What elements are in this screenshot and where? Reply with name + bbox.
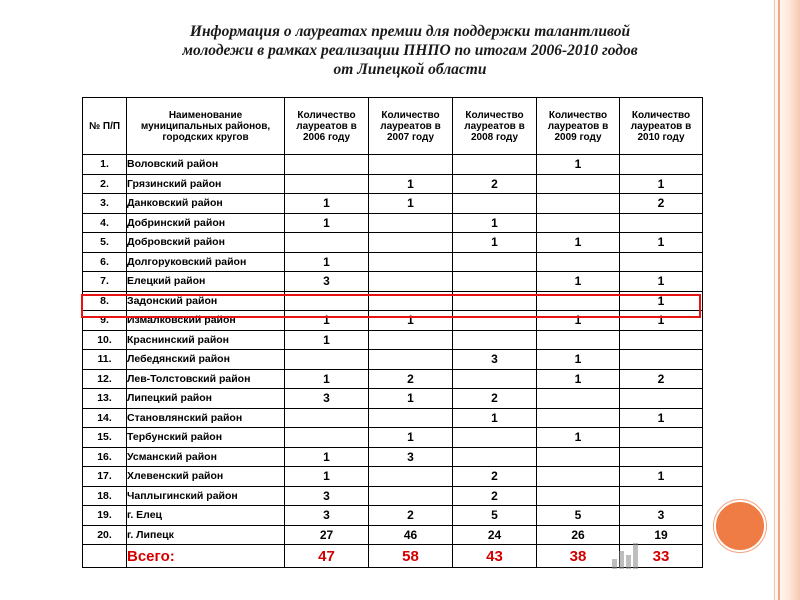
table-row: [83, 408, 703, 428]
laureates-2007: [369, 213, 453, 233]
laureates-2008: 24: [453, 525, 537, 545]
district-name: Усманский район: [127, 447, 285, 467]
decorative-line: [774, 0, 775, 600]
district-name: Добровский район: [127, 233, 285, 253]
laureates-2009: 26: [537, 525, 620, 545]
table-row: [83, 233, 703, 253]
laureates-2008: [453, 252, 537, 272]
laureates-2007: [369, 467, 453, 487]
header-district: Наименование муниципальных районов, городских кругов: [127, 98, 285, 155]
watermark-logo: [610, 540, 640, 570]
table-row: [83, 252, 703, 272]
laureates-2008: 1: [453, 213, 537, 233]
district-name: Лебедянский район: [127, 350, 285, 370]
decorative-line: [778, 0, 780, 600]
laureates-2008: 2: [453, 389, 537, 409]
laureates-2009: [537, 408, 620, 428]
table-row: [83, 174, 703, 194]
table-row: [83, 486, 703, 506]
total-2008: 43: [453, 545, 537, 568]
row-number: 10.: [83, 330, 127, 350]
laureates-2007: [369, 155, 453, 175]
laureates-2007: [369, 252, 453, 272]
laureates-2007: 1: [369, 389, 453, 409]
total-blank-cell: [83, 545, 127, 568]
row-number: 6.: [83, 252, 127, 272]
laureates-2007: 2: [369, 369, 453, 389]
table-row: [83, 428, 703, 448]
table-row: [83, 350, 703, 370]
laureates-2008: [453, 155, 537, 175]
laureates-2008: [453, 369, 537, 389]
laureates-2006: 1: [285, 330, 369, 350]
laureates-2009: 1: [537, 233, 620, 253]
laureates-2009: [537, 447, 620, 467]
laureates-2006: [285, 350, 369, 370]
district-name: Данковский район: [127, 194, 285, 214]
laureates-2008: 1: [453, 408, 537, 428]
laureates-2006: 3: [285, 272, 369, 292]
laureates-2009: 1: [537, 369, 620, 389]
laureates-2009: 1: [537, 428, 620, 448]
laureates-2009: 5: [537, 506, 620, 526]
laureates-2006: 27: [285, 525, 369, 545]
row-number: 4.: [83, 213, 127, 233]
title-line-2: молодежи в рамках реализации ПНПО по итогам 2006-2010 годов: [182, 42, 638, 59]
row-number: 7.: [83, 272, 127, 292]
laureates-2010: [620, 350, 703, 370]
laureates-2007: 3: [369, 447, 453, 467]
laureates-2009: [537, 194, 620, 214]
laureates-2010: [620, 447, 703, 467]
row-number: 2.: [83, 174, 127, 194]
table-row: [83, 272, 703, 292]
highlight-box: [81, 294, 701, 318]
district-name: Чаплыгинский район: [127, 486, 285, 506]
row-number: 11.: [83, 350, 127, 370]
laureates-2009: 1: [537, 350, 620, 370]
table-body: [83, 155, 703, 568]
header-2009: Количество лауреатов в 2009 году: [537, 98, 620, 155]
laureates-2010: [620, 252, 703, 272]
laureates-2009: 1: [537, 272, 620, 292]
laureates-2010: 3: [620, 506, 703, 526]
laureates-2008: 5: [453, 506, 537, 526]
row-number: 5.: [83, 233, 127, 253]
row-number: 18.: [83, 486, 127, 506]
laureates-2010: 1: [620, 467, 703, 487]
laureates-2010: [620, 155, 703, 175]
district-name: Лев-Толстовский район: [127, 369, 285, 389]
laureates-2008: 2: [453, 486, 537, 506]
row-number: 20.: [83, 525, 127, 545]
row-number: 1.: [83, 155, 127, 175]
row-number: 3.: [83, 194, 127, 214]
laureates-2008: [453, 330, 537, 350]
laureates-2006: 1: [285, 369, 369, 389]
row-number: 17.: [83, 467, 127, 487]
table-row: [83, 389, 703, 409]
laureates-2008: [453, 272, 537, 292]
laureates-2006: [285, 428, 369, 448]
total-label: Всего:: [127, 545, 285, 568]
laureates-2008: 3: [453, 350, 537, 370]
laureates-2007: [369, 350, 453, 370]
district-name: Липецкий район: [127, 389, 285, 409]
title-line-1: Информация о лауреатах премии для поддержки талантливой: [189, 23, 631, 40]
laureates-2006: 1: [285, 467, 369, 487]
laureates-2010: 1: [620, 174, 703, 194]
title-line-3: от Липецкой области: [333, 61, 487, 78]
district-name: Грязинский район: [127, 174, 285, 194]
table-row: [83, 447, 703, 467]
laureates-2008: [453, 428, 537, 448]
laureates-2006: 1: [285, 194, 369, 214]
laureates-2006: 3: [285, 486, 369, 506]
table-row: [83, 467, 703, 487]
row-number: 16.: [83, 447, 127, 467]
district-name: Воловский район: [127, 155, 285, 175]
laureates-2009: [537, 467, 620, 487]
header-number: № П/П: [83, 98, 127, 155]
laureates-2010: [620, 486, 703, 506]
row-number: 8.: [83, 291, 127, 311]
table-row: [83, 213, 703, 233]
laureates-2010: [620, 389, 703, 409]
laureates-2006: [285, 408, 369, 428]
laureates-2010: 1: [620, 311, 703, 331]
laureates-2010: 2: [620, 369, 703, 389]
district-name: Добринский район: [127, 213, 285, 233]
laureates-2009: [537, 252, 620, 272]
table-row: [83, 194, 703, 214]
row-number: 14.: [83, 408, 127, 428]
laureates-2006: 3: [285, 506, 369, 526]
laureates-2008: 1: [453, 233, 537, 253]
laureates-2007: 1: [369, 428, 453, 448]
laureates-2009: [537, 486, 620, 506]
bar-chart-icon: [610, 541, 640, 569]
district-name: Тербунский район: [127, 428, 285, 448]
laureates-2007: [369, 272, 453, 292]
district-name: г. Липецк: [127, 525, 285, 545]
district-name: Измалковский район: [127, 311, 285, 331]
laureates-2009: [537, 330, 620, 350]
laureates-2006: 1: [285, 213, 369, 233]
laureates-2009: [537, 213, 620, 233]
header-2007: Количество лауреатов в 2007 году: [369, 98, 453, 155]
table-header-row: [83, 98, 703, 155]
district-name: Долгоруковский район: [127, 252, 285, 272]
laureates-2010: [620, 428, 703, 448]
district-name: Краснинский район: [127, 330, 285, 350]
laureates-2006: [285, 155, 369, 175]
laureates-2007: [369, 486, 453, 506]
laureates-2008: 2: [453, 174, 537, 194]
total-2009: 38: [537, 545, 620, 568]
laureates-2010: 1: [620, 233, 703, 253]
slide-title: [150, 22, 670, 79]
laureates-2007: [369, 408, 453, 428]
laureates-2010: 1: [620, 272, 703, 292]
laureates-2006: [285, 174, 369, 194]
laureates-2006: 1: [285, 311, 369, 331]
laureates-2010: [620, 213, 703, 233]
table-row: [83, 506, 703, 526]
laureates-2007: 2: [369, 506, 453, 526]
laureates-2007: 1: [369, 311, 453, 331]
laureates-2007: [369, 233, 453, 253]
header-2006: Количество лауреатов в 2006 году: [285, 98, 369, 155]
header-2010: Количество лауреатов в 2010 году: [620, 98, 703, 155]
total-2007: 58: [369, 545, 453, 568]
laureates-2007: [369, 330, 453, 350]
decorative-circle: [714, 500, 766, 552]
district-name: Задонский район: [127, 291, 285, 311]
header-2008: Количество лауреатов в 2008 году: [453, 98, 537, 155]
district-name: Хлевенский район: [127, 467, 285, 487]
laureates-2006: [285, 233, 369, 253]
decorative-stripe: [772, 0, 800, 600]
laureates-2010: 1: [620, 291, 703, 311]
district-name: г. Елец: [127, 506, 285, 526]
laureates-2008: [453, 194, 537, 214]
table-row: [83, 369, 703, 389]
laureates-2010: 1: [620, 408, 703, 428]
laureates-2007: 1: [369, 174, 453, 194]
table-row: [83, 155, 703, 175]
total-2006: 47: [285, 545, 369, 568]
row-number: 12.: [83, 369, 127, 389]
row-number: 19.: [83, 506, 127, 526]
laureates-2006: 1: [285, 252, 369, 272]
laureates-2009: [537, 174, 620, 194]
laureates-2007: 46: [369, 525, 453, 545]
laureates-2009: 1: [537, 311, 620, 331]
laureates-2010: 2: [620, 194, 703, 214]
laureates-2006: 1: [285, 447, 369, 467]
laureates-2010: [620, 330, 703, 350]
laureates-table: [82, 97, 703, 568]
laureates-2009: [537, 389, 620, 409]
district-name: Елецкий район: [127, 272, 285, 292]
row-number: 15.: [83, 428, 127, 448]
laureates-2007: 1: [369, 194, 453, 214]
total-2010: 33: [620, 545, 703, 568]
table-row: [83, 330, 703, 350]
laureates-2010: 19: [620, 525, 703, 545]
laureates-2006: 3: [285, 389, 369, 409]
laureates-2008: [453, 447, 537, 467]
row-number: 13.: [83, 389, 127, 409]
laureates-2009: 1: [537, 155, 620, 175]
district-name: Становлянский район: [127, 408, 285, 428]
row-number: 9.: [83, 311, 127, 331]
laureates-2008: 2: [453, 467, 537, 487]
